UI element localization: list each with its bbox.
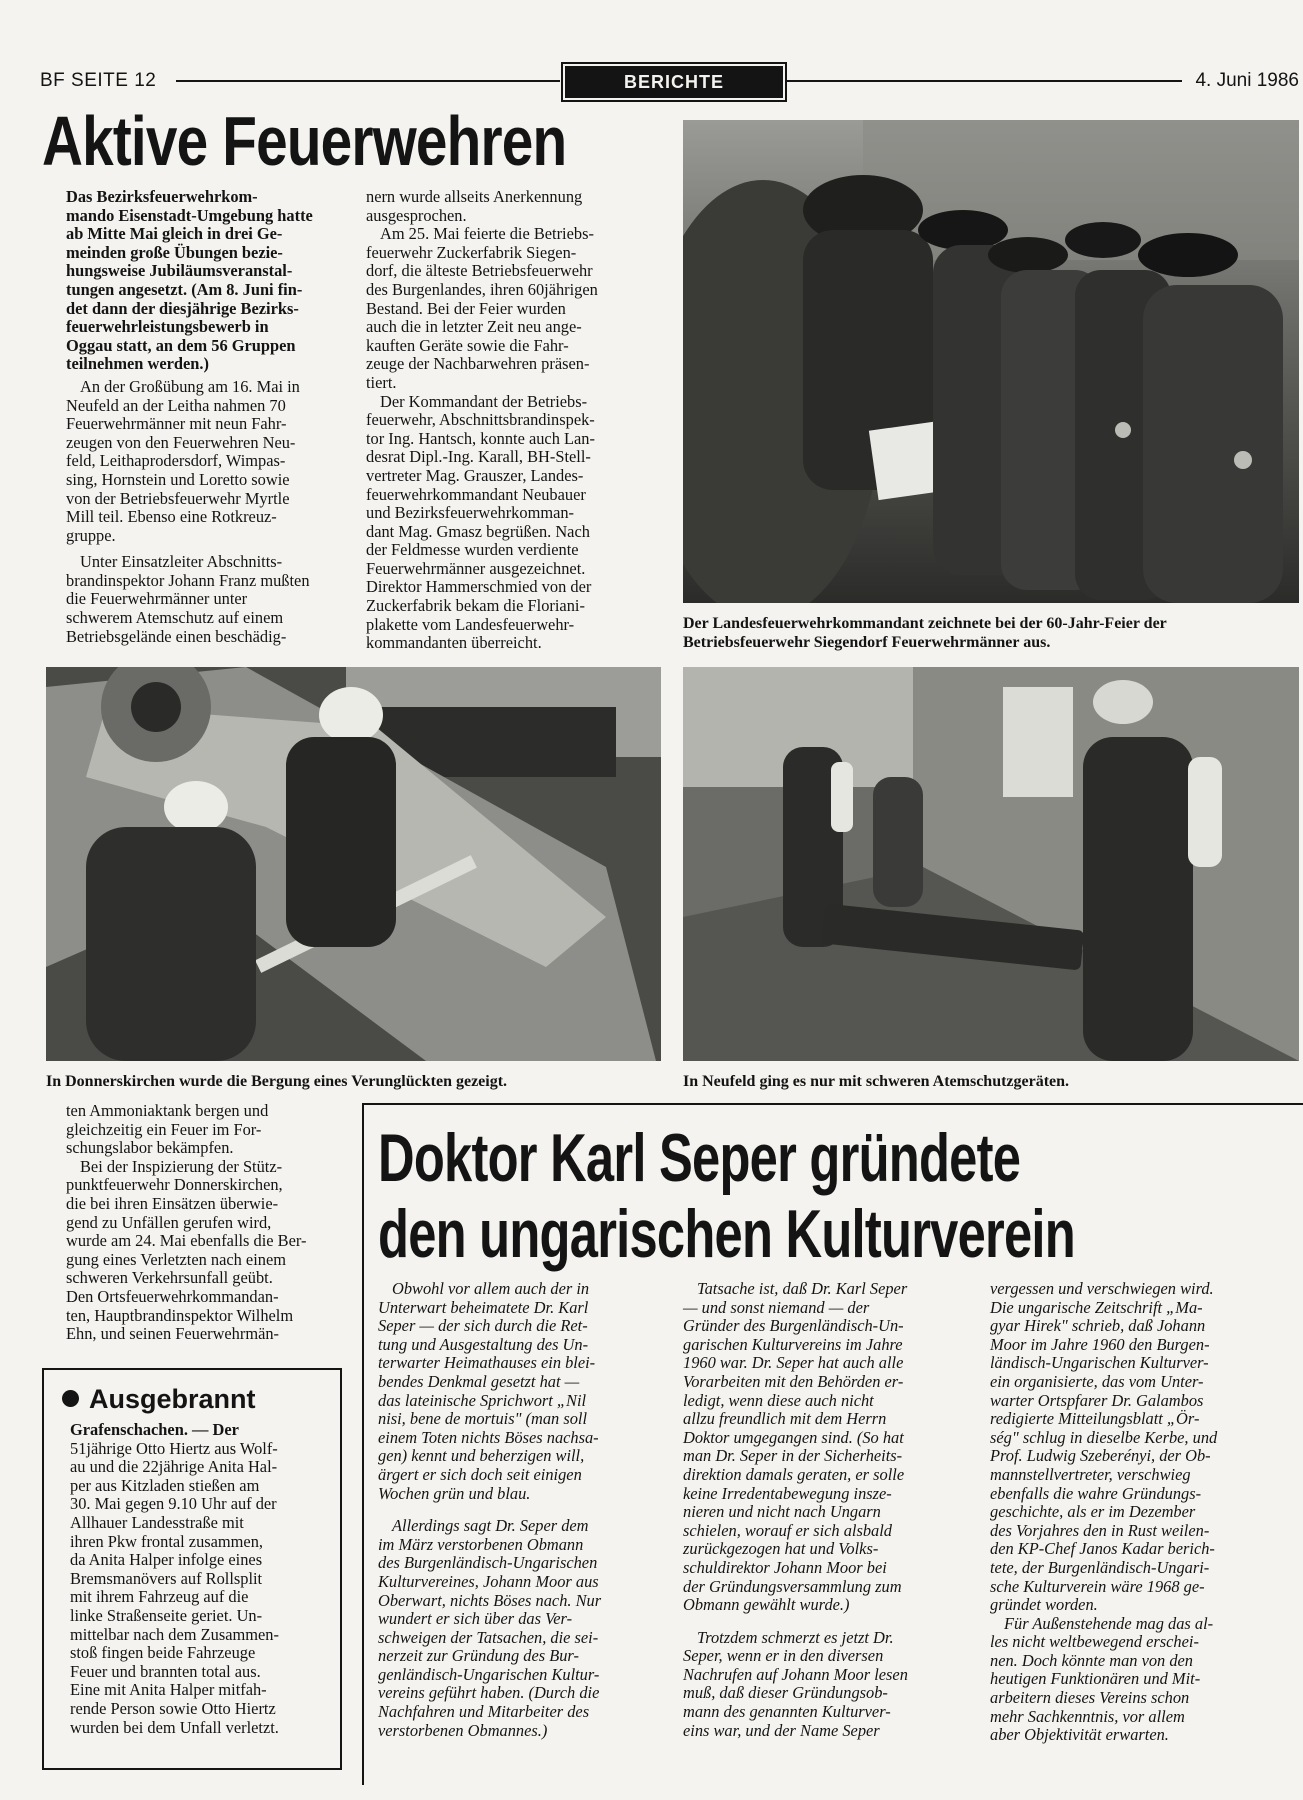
text-line: gend zu Unfällen gerufen wird,: [66, 1212, 272, 1232]
text-line: die Feuerwehrmänner unter: [66, 589, 248, 609]
article1-column-2: [366, 188, 666, 653]
text-line: arbeitern dieses Vereins schon: [990, 1688, 1190, 1708]
text-line: Kulturvereines, Johann Moor aus: [378, 1571, 599, 1591]
text-line: Eine mit Anita Halper mitfah-: [70, 1680, 267, 1700]
photo-neufeld-image: [683, 667, 1299, 1061]
text-line: zeugen von den Feuerwehren Neu-: [66, 432, 296, 452]
text-line: Den Ortsfeuerwehrkommandan-: [66, 1286, 279, 1306]
photo-donnerskirchen-rescue-image: [46, 667, 661, 1061]
text-line: Trotzdem schmerzt es jetzt Dr.: [697, 1627, 894, 1647]
text-line: Bremsmanövers auf Rollsplit: [70, 1568, 263, 1588]
text-line: nern wurde allseits Anerkennung: [366, 187, 583, 206]
text-line: meinden große Übungen bezie-: [66, 242, 283, 262]
text-line: wurde am 24. Mai ebenfalls die Ber-: [66, 1231, 307, 1251]
text-line: Oggau statt, an dem 56 Gruppen: [66, 335, 296, 355]
text-line: ledigt, wenn diese auch nicht: [683, 1390, 874, 1410]
text-line: hungsweise Jubiläumsveranstal-: [66, 261, 293, 281]
text-line: eins war, und der Name Seper: [683, 1720, 880, 1740]
text-line: feuerwehrkommandant Neubauer: [366, 484, 586, 504]
text-line: linke Straßenseite geriet. Un-: [70, 1605, 263, 1625]
article1-paragraph: [66, 378, 346, 545]
text-line: feld, Leithaprodersdorf, Wimpas-: [66, 451, 286, 471]
text-line: per aus Kitzladen stießen am: [70, 1475, 260, 1495]
text-line: vertreter Mag. Grauszer, Landes-: [366, 465, 584, 485]
text-line: Der Kommandant der Betriebs-: [380, 391, 588, 411]
article2-column-1: [378, 1280, 663, 1740]
text-line: der Gründungsversammlung zum: [683, 1576, 902, 1596]
photo-award-ceremony-image: [683, 120, 1299, 603]
text-line: im März verstorbenen Obmann: [378, 1534, 584, 1554]
text-line: redigierte Mitteilungsblatt „Ör-: [990, 1409, 1200, 1429]
text-line: bendes Denkmal gesetzt hat —: [378, 1371, 580, 1391]
caption-line: Der Landesfeuerwehrkommandant zeichnete bei der 60-Jahr-Feier der: [683, 615, 1167, 632]
text-line: brandinspektor Johann Franz mußten: [66, 570, 310, 590]
text-line: gung eines Verletzten nach einem: [66, 1249, 286, 1269]
article1-paragraph: [66, 553, 346, 646]
text-line: Feuer und brannten total aus.: [70, 1661, 261, 1681]
text-line: gruppe.: [66, 525, 116, 545]
header-rule-left: [176, 80, 560, 82]
article1-column-1: [66, 188, 346, 646]
text-line: ausgesprochen.: [366, 205, 467, 225]
text-line: Oberwart, nichts Böses nach. Nur: [378, 1590, 602, 1610]
text-line: gyar Hirek" schrieb, daß Johann: [990, 1316, 1206, 1336]
text-line: Vorarbeiten mit den Behörden er-: [683, 1371, 904, 1391]
text-line: Am 25. Mai feierte die Betriebs-: [380, 224, 594, 244]
text-line: 51jährige Otto Hiertz aus Wolf-: [70, 1438, 278, 1458]
text-line: Nachfahren und Mitarbeiter des: [378, 1702, 590, 1722]
text-line: dorf, die älteste Betriebsfeuerwehr: [366, 261, 593, 281]
article2-column-3: [990, 1280, 1275, 1745]
text-line: wurden bei dem Unfall verletzt.: [70, 1717, 279, 1737]
article2-headline-line-2: den ungarischen Kulturverein: [378, 1196, 1075, 1272]
text-line: Bei der Inspizierung der Stütz-: [80, 1156, 283, 1176]
text-line: zeuge der Nachbarwehren präsen-: [366, 354, 590, 374]
text-line: Betriebsgelände einen beschädig-: [66, 626, 287, 646]
text-line: des Burgenländisch-Ungarischen: [378, 1553, 598, 1573]
text-line: schweigen der Tatsachen, die sei-: [378, 1627, 599, 1647]
text-line: Unter Einsatzleiter Abschnitts-: [80, 552, 283, 572]
issue-date: 4. Juni 1986: [1195, 70, 1299, 91]
text-line: kommandanten überreicht.: [366, 633, 542, 653]
article1-continuation: [66, 1102, 346, 1344]
text-line: dant Mag. Gmasz begrüßen. Nach: [366, 521, 590, 541]
text-line: rende Person sowie Otto Hiertz: [70, 1698, 276, 1718]
text-line: An der Großübung am 16. Mai in: [80, 376, 300, 396]
text-line: mittelbar nach dem Zusammen-: [70, 1624, 279, 1644]
text-line: die bei ihren Einsätzen überwie-: [66, 1193, 279, 1213]
text-line: mannstellvertreter, verschwieg: [990, 1464, 1191, 1484]
text-line: Neufeld an der Leitha nahmen 70: [66, 395, 286, 415]
text-line: Doktor umgegangen sind. (So hat: [683, 1427, 904, 1447]
text-line: Allerdings sagt Dr. Seper dem: [392, 1516, 589, 1536]
text-line: Obmann gewählt wurde.): [683, 1595, 850, 1615]
text-line: schweren Verkehrsunfall geübt.: [66, 1268, 273, 1288]
text-line: ein organisierte, das vom Unter-: [990, 1371, 1204, 1391]
text-line: ländisch-Ungarischen Kulturver-: [990, 1353, 1209, 1373]
article2-headline-line-1: Doktor Karl Seper gründete: [378, 1120, 1021, 1196]
text-line: ség" schlug in dieselbe Kerbe, und: [990, 1427, 1218, 1447]
text-line: des Burgenlandes, ihren 60jährigen: [366, 279, 598, 299]
text-line: geschichte, als er im Dezember: [990, 1502, 1196, 1522]
text-line: den KP-Chef Janos Kadar berich-: [990, 1539, 1215, 1559]
text-line: ärgert er sich doch seit einigen: [378, 1464, 582, 1484]
photo-award-ceremony: [683, 120, 1299, 603]
text-line: tung und Ausgestaltung des Un-: [378, 1334, 589, 1354]
text-line: Gründer des Burgenländisch-Un-: [683, 1316, 904, 1336]
sidebar-title-text: Ausgebrannt: [89, 1384, 256, 1414]
text-line: Tatsache ist, daß Dr. Karl Seper: [697, 1279, 908, 1298]
text-line: heutigen Funktionären und Mit-: [990, 1669, 1201, 1689]
article2-column-2: [683, 1280, 968, 1740]
text-line: nerzeit zur Gründung des Bur-: [378, 1646, 579, 1666]
text-line: ten, Hauptbrandinspektor Wilhelm: [66, 1305, 294, 1325]
text-line: gründet worden.: [990, 1595, 1098, 1615]
text-line: einem Toten nichts Böses nachsa-: [378, 1427, 599, 1447]
text-line: tor Ing. Hantsch, konnte auch Lan-: [366, 428, 595, 448]
text-line: schielen, worauf er sich alsbald: [683, 1520, 892, 1540]
text-line: Ehn, und seinen Feuerwehrmän-: [66, 1324, 280, 1344]
text-line: zurückgezogen hat und Volks-: [683, 1539, 879, 1559]
text-line: teilnehmen werden.): [66, 354, 209, 374]
text-line: ab Mitte Mai gleich in drei Ge-: [66, 224, 283, 244]
text-line: tete, der Burgenländisch-Ungari-: [990, 1557, 1210, 1577]
text-line: les nicht weltbewegend erschei-: [990, 1632, 1199, 1652]
text-line: tungen angesetzt. (Am 8. Juni fin-: [66, 279, 303, 299]
photo-neufeld-breathing-apparatus: [683, 667, 1299, 1061]
text-line: mehr Sachkenntnis, vor allem: [990, 1706, 1185, 1726]
sidebar-body: [70, 1421, 342, 1737]
sidebar-title: [62, 1384, 256, 1415]
text-line: Zuckerfabrik bekam die Floriani-: [366, 596, 585, 616]
text-line: sing, Hornstein und Loretto sowie: [66, 469, 290, 489]
header-rule-right: [786, 80, 1182, 82]
text-line: man Dr. Seper in der Sicherheits-: [683, 1446, 903, 1466]
text-line: das lateinische Sprichwort „Nil: [378, 1390, 587, 1410]
text-line: schungslabor bekämpfen.: [66, 1138, 234, 1158]
article1-headline: Aktive Feuerwehren: [42, 102, 567, 180]
text-line: schwerem Atemschutz auf einem: [66, 608, 284, 628]
text-line: wundert er sich über das Ver-: [378, 1609, 573, 1629]
text-line: Feuerwehrmänner ausgezeichnet.: [366, 558, 586, 578]
text-line: verstorbenen Obmannes.): [378, 1720, 548, 1740]
text-line: vergessen und verschwiegen wird.: [990, 1279, 1214, 1298]
bullet-icon: [62, 1390, 79, 1407]
text-line: da Anita Halper infolge eines: [70, 1550, 263, 1570]
text-line: und Bezirksfeuerwehrkomman-: [366, 503, 574, 523]
text-line: feuerwehr Zuckerfabrik Siegen-: [366, 242, 577, 262]
text-line: sche Kulturverein wäre 1968 ge-: [990, 1576, 1205, 1596]
caption-donnerskirchen: In Donnerskirchen wurde die Bergung eines Verunglückten gezeigt.: [46, 1073, 508, 1090]
text-line: von der Betriebsfeuerwehr Myrtle: [66, 488, 290, 508]
text-line: punktfeuerwehr Donnerskirchen,: [66, 1175, 283, 1195]
text-line: tiert.: [366, 372, 397, 392]
text-line: gleichzeitig ein Feuer im For-: [66, 1119, 262, 1139]
article1-lead: [66, 188, 346, 374]
text-line: Wochen grün und blau.: [378, 1483, 531, 1503]
text-line: stoß fingen beide Fahrzeuge: [70, 1643, 256, 1663]
text-line: Für Außenstehende mag das al-: [1004, 1613, 1214, 1633]
text-line: — und sonst niemand — der: [683, 1297, 870, 1317]
text-line: Die ungarische Zeitschrift „Ma-: [990, 1297, 1203, 1317]
text-line: desrat Dipl.-Ing. Karall, BH-Stell-: [366, 447, 591, 467]
text-line: warter Ortspfarer Dr. Galambos: [990, 1390, 1204, 1410]
text-line: det dann der diesjährige Bezirks-: [66, 298, 299, 318]
text-line: genländisch-Ungarischen Kultur-: [378, 1664, 600, 1684]
text-line: Bestand. Bei der Feier wurden: [366, 298, 566, 318]
text-line: allzu freundlich mit dem Herrn: [683, 1409, 887, 1429]
text-line: Mill teil. Ebenso eine Rotkreuz-: [66, 507, 277, 527]
text-line: Prof. Ludwig Szeberényi, der Ob-: [990, 1446, 1211, 1466]
text-line: direktion damals geraten, er solle: [683, 1464, 905, 1484]
section-label: BERICHTE: [565, 66, 783, 98]
caption-award-ceremony: [683, 614, 1167, 652]
text-line: 30. Mai gegen 9.10 Uhr auf der: [70, 1494, 277, 1514]
text-line: terwarter Heimathauses ein blei-: [378, 1353, 596, 1373]
text-line: nisi, bene de mortuis" (man soll: [378, 1409, 588, 1429]
text-line: Grafenschachen. — Der: [70, 1420, 239, 1439]
text-line: der Feldmesse wurden verdiente: [366, 540, 579, 560]
text-line: mit ihrem Fahrzeug auf die: [70, 1587, 249, 1607]
text-line: Das Bezirksfeuerwehrkom-: [66, 187, 258, 206]
text-line: 1960 war. Dr. Seper hat auch alle: [683, 1353, 904, 1373]
text-line: ebenfalls die wahre Gründungs-: [990, 1483, 1202, 1503]
text-line: gen) kennt und beherzigen will,: [378, 1446, 585, 1466]
text-line: nieren und nicht nach Ungarn: [683, 1502, 881, 1522]
text-line: Obwohl vor allem auch der in: [392, 1279, 590, 1298]
text-line: Allhauer Landesstraße mit: [70, 1512, 244, 1532]
text-line: mando Eisenstadt-Umgebung hatte: [66, 205, 313, 225]
text-line: kauften Geräte sowie die Fahr-: [366, 335, 569, 355]
page-number-label: BF SEITE 12: [40, 70, 157, 91]
text-line: keine Irredentabewegung insze-: [683, 1483, 892, 1503]
text-line: muß, daß dieser Gründungsob-: [683, 1683, 888, 1703]
caption-line: Betriebsfeuerwehr Siegendorf Feuerwehrmänner aus.: [683, 634, 1051, 651]
text-line: mann des genannten Kulturver-: [683, 1702, 891, 1722]
text-line: auch die in letzter Zeit neu ange-: [366, 317, 582, 337]
text-line: feuerwehr, Abschnittsbrandinspek-: [366, 410, 595, 430]
caption-neufeld: In Neufeld ging es nur mit schweren Atemschutzgeräten.: [683, 1073, 1070, 1090]
text-line: garischen Kulturvereins im Jahre: [683, 1334, 903, 1354]
text-line: ihren Pkw frontal zusammen,: [70, 1531, 263, 1551]
text-line: schuldirektor Johann Moor bei: [683, 1557, 887, 1577]
text-line: Moor im Jahre 1960 den Burgen-: [990, 1334, 1210, 1354]
text-line: Feuerwehrmänner mit neun Fahr-: [66, 414, 287, 434]
text-line: Seper — der sich durch die Ret-: [378, 1316, 588, 1336]
text-line: aber Objektivität erwarten.: [990, 1725, 1169, 1745]
text-line: Seper, wenn er in den diversen: [683, 1646, 884, 1666]
text-line: des Vorjahres den in Rust weilen-: [990, 1520, 1210, 1540]
photo-donnerskirchen-rescue: [46, 667, 661, 1061]
text-line: feuerwehrleistungsbewerb in: [66, 317, 269, 337]
text-line: au und die 22jährige Anita Hal-: [70, 1457, 278, 1477]
text-line: vereins geführt haben. (Durch die: [378, 1683, 600, 1703]
text-line: Unterwart beheimatete Dr. Karl: [378, 1297, 589, 1317]
text-line: ten Ammoniaktank bergen und: [66, 1101, 269, 1120]
text-line: Nachrufen auf Johann Moor lesen: [683, 1664, 908, 1684]
text-line: plakette vom Landesfeuerwehr-: [366, 614, 575, 634]
text-line: nen. Doch könnte man von den: [990, 1650, 1194, 1670]
text-line: Direktor Hammerschmied von der: [366, 577, 592, 597]
